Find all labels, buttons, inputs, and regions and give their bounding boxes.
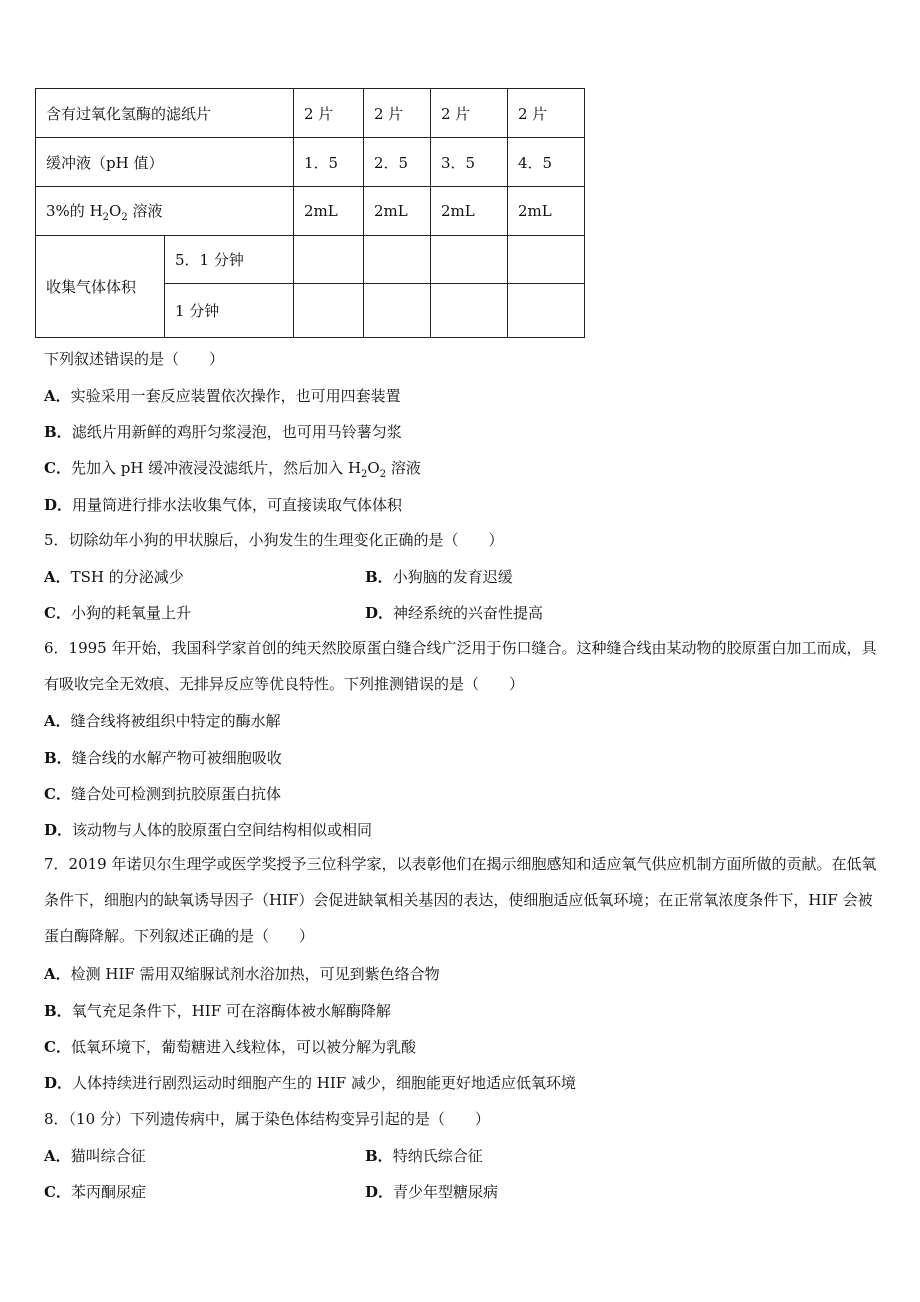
- table-cell: 2 片: [364, 89, 431, 138]
- option-b: B．小狗脑的发育迟缓: [365, 568, 513, 586]
- table-cell: [364, 284, 431, 338]
- row-sublabel: 1 分钟: [165, 284, 294, 338]
- row-label: 缓冲液（pH 值）: [36, 138, 294, 187]
- table-cell: 2 片: [508, 89, 585, 138]
- table-cell: [431, 284, 508, 338]
- table-cell: 3．5: [431, 138, 508, 187]
- option-a: A．TSH 的分泌减少: [44, 568, 184, 586]
- row-sublabel: 5．1 分钟: [165, 236, 294, 284]
- table-cell: [508, 284, 585, 338]
- table-row: [36, 236, 585, 284]
- option-b: B．滤纸片用新鲜的鸡肝匀浆浸泡，也可用马铃薯匀浆: [44, 423, 402, 441]
- table-cell: 2 片: [431, 89, 508, 138]
- option-c: C．先加入 pH 缓冲液浸没滤纸片，然后加入 $H_2O_2$ 溶液: [44, 459, 421, 480]
- option-d: D．神经系统的兴奋性提高: [365, 604, 544, 622]
- table-row: [36, 89, 585, 138]
- question-6-stem: 6．1995 年开始，我国科学家首创的纯天然胶原蛋白缝合线广泛用于伤口缝合。这种缝合线由某动物的胶原蛋白加工而成，具有吸收完全无效痕、无排异反应等优良特性。下列推测错误的是（ ）: [44, 639, 877, 693]
- option-d: D．人体持续进行剧烈运动时细胞产生的 HIF 减少，细胞能更好地适应低氧环境: [44, 1074, 576, 1092]
- table-cell: 2mL: [508, 187, 585, 236]
- row-label: 收集气体体积: [36, 236, 165, 338]
- row-label: 含有过氧化氢酶的滤纸片: [36, 89, 294, 138]
- table-cell: [364, 236, 431, 284]
- option-b: B．特纳氏综合征: [365, 1147, 483, 1165]
- table-cell: [508, 236, 585, 284]
- table-cell: 2mL: [364, 187, 431, 236]
- question-7-stem: 7．2019 年诺贝尔生理学或医学奖授予三位科学家，以表彰他们在揭示细胞感知和适应氧气供应机制方面所做的贡献。在低氧条件下，细胞内的缺氧诱导因子（HIF）会促进缺氧相关基因的表达，使细胞适应低氧环境；在正常氧浓度条件下，HIF 会被蛋白酶降解。下列叙述正确的是（ ）: [44, 855, 877, 945]
- table-row: [36, 187, 585, 236]
- option-a: A．缝合线将被组织中特定的酶水解: [44, 712, 281, 730]
- question-8-stem: 8．（10 分）下列遗传病中，属于染色体结构变异引起的是（ ）: [44, 1110, 490, 1128]
- option-d: D．用量筒进行排水法收集气体，可直接读取气体体积: [44, 496, 403, 514]
- option-d: D．该动物与人体的胶原蛋白空间结构相似或相同: [44, 821, 373, 839]
- option-d: D．青少年型糖尿病: [365, 1183, 499, 1201]
- table-cell: 2 片: [294, 89, 364, 138]
- option-a: A．检测 HIF 需用双缩脲试剂水浴加热，可见到紫色络合物: [44, 965, 440, 983]
- option-c: C．苯丙酮尿症: [44, 1183, 146, 1201]
- table-cell: 1．5: [294, 138, 364, 187]
- option-c: C．缝合处可检测到抗胶原蛋白抗体: [44, 785, 281, 803]
- experiment-table: [35, 88, 585, 338]
- option-c: C．小狗的耗氧量上升: [44, 604, 191, 622]
- option-a: A．猫叫综合征: [44, 1147, 146, 1165]
- table-cell: 4．5: [508, 138, 585, 187]
- table-cell: [294, 284, 364, 338]
- row-label: 3%的 $H_2O_2$ 溶液: [36, 187, 294, 236]
- table-cell: [294, 236, 364, 284]
- table-cell: 2mL: [431, 187, 508, 236]
- table-cell: [431, 236, 508, 284]
- option-c: C．低氧环境下，葡萄糖进入线粒体，可以被分解为乳酸: [44, 1038, 416, 1056]
- table-cell: 2mL: [294, 187, 364, 236]
- option-b: B．缝合线的水解产物可被细胞吸收: [44, 749, 282, 767]
- table-cell: 2．5: [364, 138, 431, 187]
- table-row: [36, 138, 585, 187]
- question-stem: 下列叙述错误的是（ ）: [44, 350, 225, 368]
- option-a: A．实验采用一套反应装置依次操作，也可用四套装置: [44, 387, 401, 405]
- question-5-stem: 5．切除幼年小狗的甲状腺后，小狗发生的生理变化正确的是（ ）: [44, 531, 504, 549]
- option-b: B．氧气充足条件下，HIF 可在溶酶体被水解酶降解: [44, 1002, 391, 1020]
